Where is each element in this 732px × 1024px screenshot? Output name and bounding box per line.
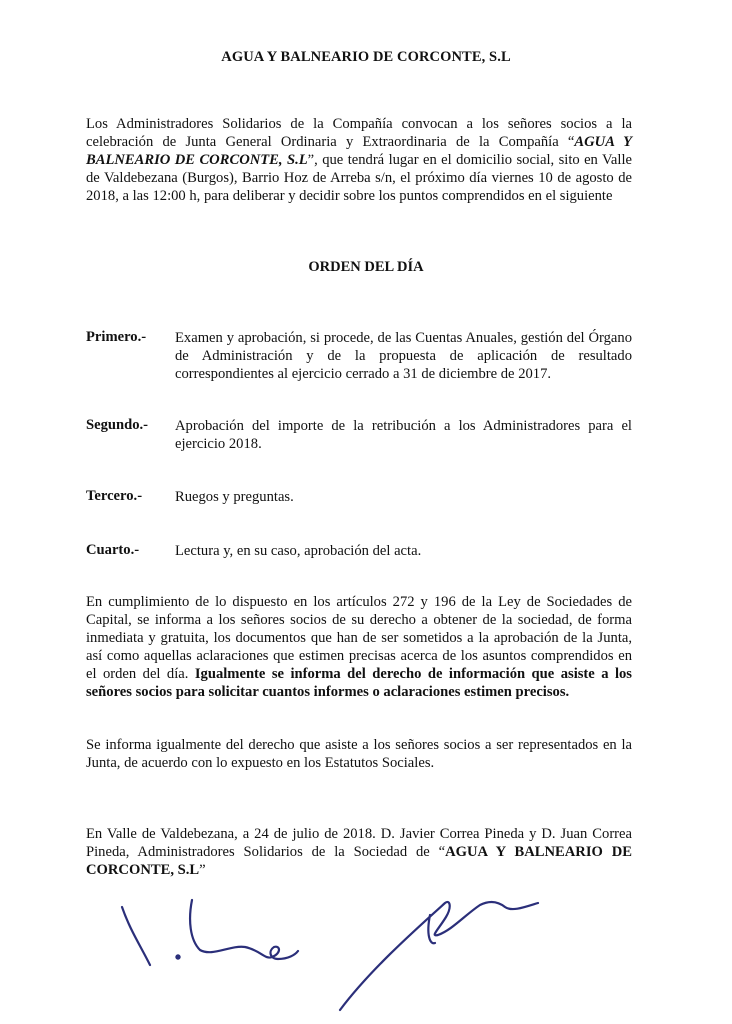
agenda-item-label: Primero.- [86, 329, 147, 345]
agenda-item-label: Segundo.- [86, 417, 149, 433]
legal-text-bold: Igualmente se informa del derecho de información que asiste a los señores socios para solicitar cuantos informes o aclaraciones estimen precisos. [86, 666, 632, 700]
document-title: AGUA Y BALNEARIO DE CORCONTE, S.L [221, 49, 511, 65]
intro-text-end: ”, que tendrá lugar en el domicilio social, sito en Valle de Valdebezana (Burgos), Barrio Hoz de Arreba s/n, el próximo día viernes 10 de agosto de 2018, a las 12:00 h, para deliberar y decidir sobre los puntos comprendidos en el siguiente [86, 152, 632, 204]
agenda-item-label: Tercero.- [86, 488, 143, 504]
signature-left [122, 900, 298, 965]
intro-text-start: Los Administradores Solidarios de la Compañía convocan a los señores socios a la celebración de Junta General Ordinaria y Extraordinaria de la Compañía “ [86, 116, 632, 150]
closing-text: En Valle de Valdebezana, a 24 de julio de 2018. D. Javier Correa Pineda y D. Juan Correa Pineda, Administradores Solidarios de la Sociedad de “ [86, 826, 632, 860]
closing-company-name: AGUA Y BALNEARIO DE CORCONTE, S.L [86, 844, 632, 878]
agenda-item-label: Cuarto.- [86, 542, 140, 558]
agenda-item-text: Ruegos y preguntas. [175, 489, 294, 505]
representation-paragraph: Se informa igualmente del derecho que asiste a los señores socios a ser representados en la Junta, de acuerdo con lo expuesto en los Estatutos Sociales. [86, 737, 632, 771]
legal-paragraph [86, 593, 632, 701]
agenda-item-text: Lectura y, en su caso, aprobación del acta. [175, 543, 422, 559]
signature-right [340, 902, 538, 1010]
intro-paragraph [86, 115, 632, 205]
signatures [100, 885, 660, 1020]
closing-paragraph [86, 825, 632, 879]
closing-quote: ” [199, 862, 206, 878]
agenda-heading: ORDEN DEL DÍA [308, 259, 424, 275]
agenda-item-text: Examen y aprobación, si procede, de las Cuentas Anuales, gestión del Órgano de Administración y de la propuesta de aplicación de resultado correspondientes al ejercicio cerrado a 31 de diciembre de 2017. [175, 330, 632, 382]
legal-text: En cumplimiento de lo dispuesto en los artículos 272 y 196 de la Ley de Sociedades de Capital, se informa a los señores socios de su derecho a obtener de la sociedad, de forma inmediata y gratuita, los documentos que han de ser sometidos a la aprobación de la Junta, así como aquellas aclaraciones que estimen precisas acerca de los asuntos comprendidos en el orden del día. [86, 594, 632, 682]
intro-company-name: AGUA Y BALNEARIO DE CORCONTE, S.L [86, 134, 632, 168]
agenda-item-text: Aprobación del importe de la retribución a los Administradores para el ejercicio 2018. [175, 418, 632, 452]
